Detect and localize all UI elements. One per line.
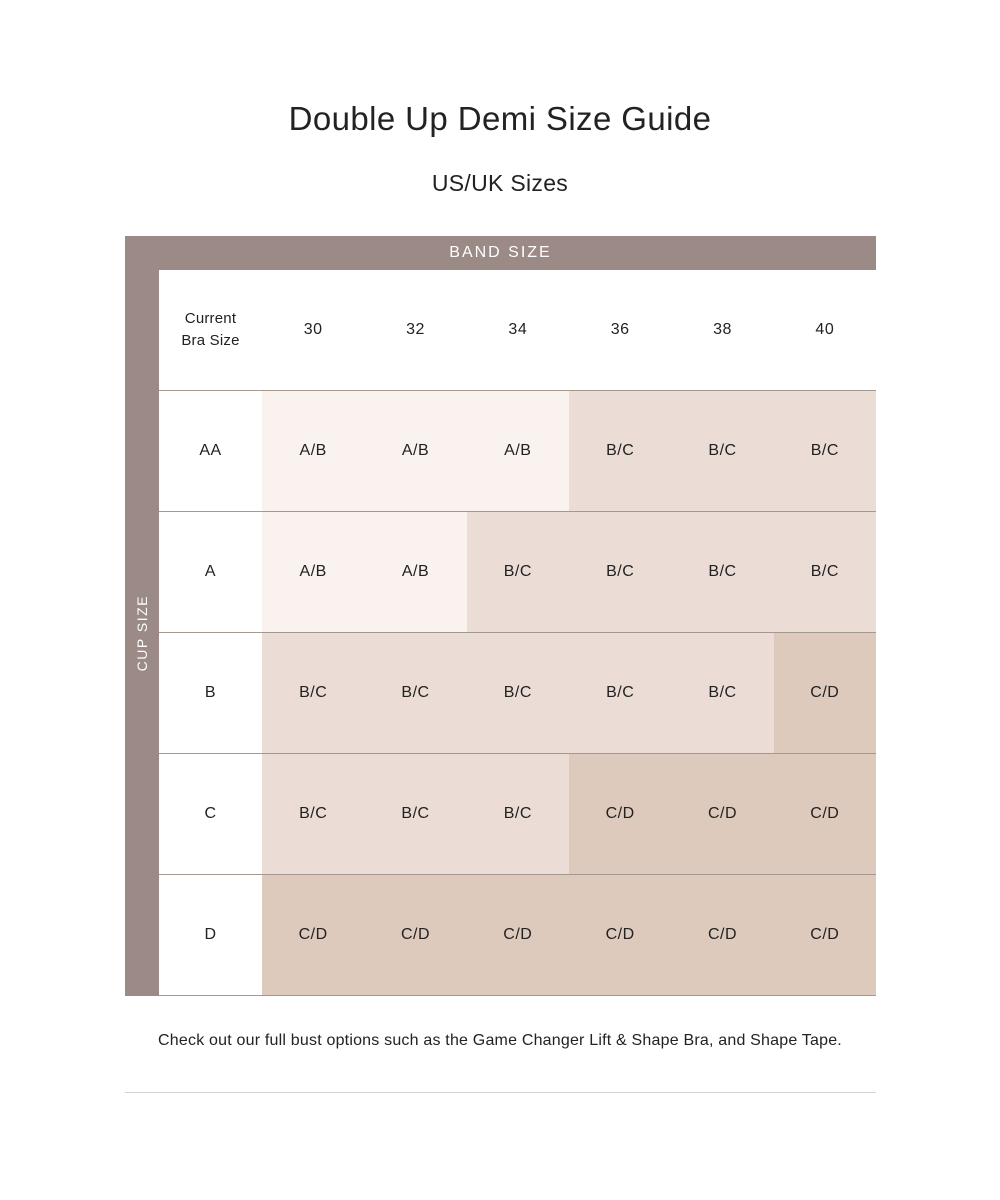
cup-size-b: B xyxy=(159,633,262,753)
bottom-divider xyxy=(125,1092,876,1093)
size-cell: A/B xyxy=(364,512,466,632)
table-grid xyxy=(159,270,876,996)
cup-size-header-bar xyxy=(125,270,159,996)
footer-note: Check out our full bust options such as the Game Changer Lift & Shape Bra, and Shape Tape. xyxy=(158,1032,842,1049)
size-cell: B/C xyxy=(671,391,773,511)
table-body xyxy=(125,270,876,996)
size-cell: C/D xyxy=(569,875,671,995)
cup-size-d: D xyxy=(159,875,262,995)
band-size-30: 30 xyxy=(262,270,364,390)
current-bra-size-line2: Bra Size xyxy=(181,332,240,349)
table-row-d xyxy=(159,874,876,996)
current-bra-size-line1: Current xyxy=(184,310,237,328)
table-row-b xyxy=(159,632,876,753)
size-cell: C/D xyxy=(774,875,876,995)
size-cell: C/D xyxy=(774,633,876,753)
size-cell: B/C xyxy=(364,754,466,874)
size-cell: C/D xyxy=(262,875,364,995)
size-cell: A/B xyxy=(364,391,466,511)
band-size-40: 40 xyxy=(774,270,876,390)
size-cell: C/D xyxy=(467,875,569,995)
page-subtitle: US/UK Sizes xyxy=(431,170,569,196)
size-cell: B/C xyxy=(467,754,569,874)
size-cell: C/D xyxy=(774,754,876,874)
band-size-36: 36 xyxy=(569,270,671,390)
size-cell: B/C xyxy=(569,633,671,753)
cup-size-a: A xyxy=(159,512,262,632)
size-cell: C/D xyxy=(671,754,773,874)
table-row-a xyxy=(159,511,876,632)
size-cell: B/C xyxy=(262,633,364,753)
band-size-label: BAND SIZE xyxy=(449,244,552,261)
band-size-header-bar xyxy=(125,236,876,270)
band-size-38: 38 xyxy=(671,270,773,390)
table-row-c xyxy=(159,753,876,874)
size-cell: B/C xyxy=(467,512,569,632)
band-size-32: 32 xyxy=(364,270,466,390)
size-cell: B/C xyxy=(262,754,364,874)
size-cell: B/C xyxy=(569,512,671,632)
size-cell: A/B xyxy=(262,512,364,632)
page-title: Double Up Demi Size Guide xyxy=(288,100,712,137)
size-cell: B/C xyxy=(569,391,671,511)
size-cell: B/C xyxy=(364,633,466,753)
cup-size-label: CUP SIZE xyxy=(134,594,150,672)
size-cell: B/C xyxy=(774,391,876,511)
size-cell: C/D xyxy=(569,754,671,874)
size-guide-table xyxy=(125,236,876,996)
size-cell: B/C xyxy=(467,633,569,753)
size-cell: C/D xyxy=(364,875,466,995)
size-cell: B/C xyxy=(671,512,773,632)
table-row-aa xyxy=(159,390,876,511)
cup-size-aa: AA xyxy=(159,391,262,511)
size-cell: A/B xyxy=(262,391,364,511)
size-cell: C/D xyxy=(671,875,773,995)
current-bra-size-header xyxy=(159,270,262,390)
size-cell: B/C xyxy=(774,512,876,632)
size-cell: A/B xyxy=(467,391,569,511)
size-cell: B/C xyxy=(671,633,773,753)
cup-size-c: C xyxy=(159,754,262,874)
table-header-row xyxy=(159,270,876,390)
band-size-34: 34 xyxy=(467,270,569,390)
